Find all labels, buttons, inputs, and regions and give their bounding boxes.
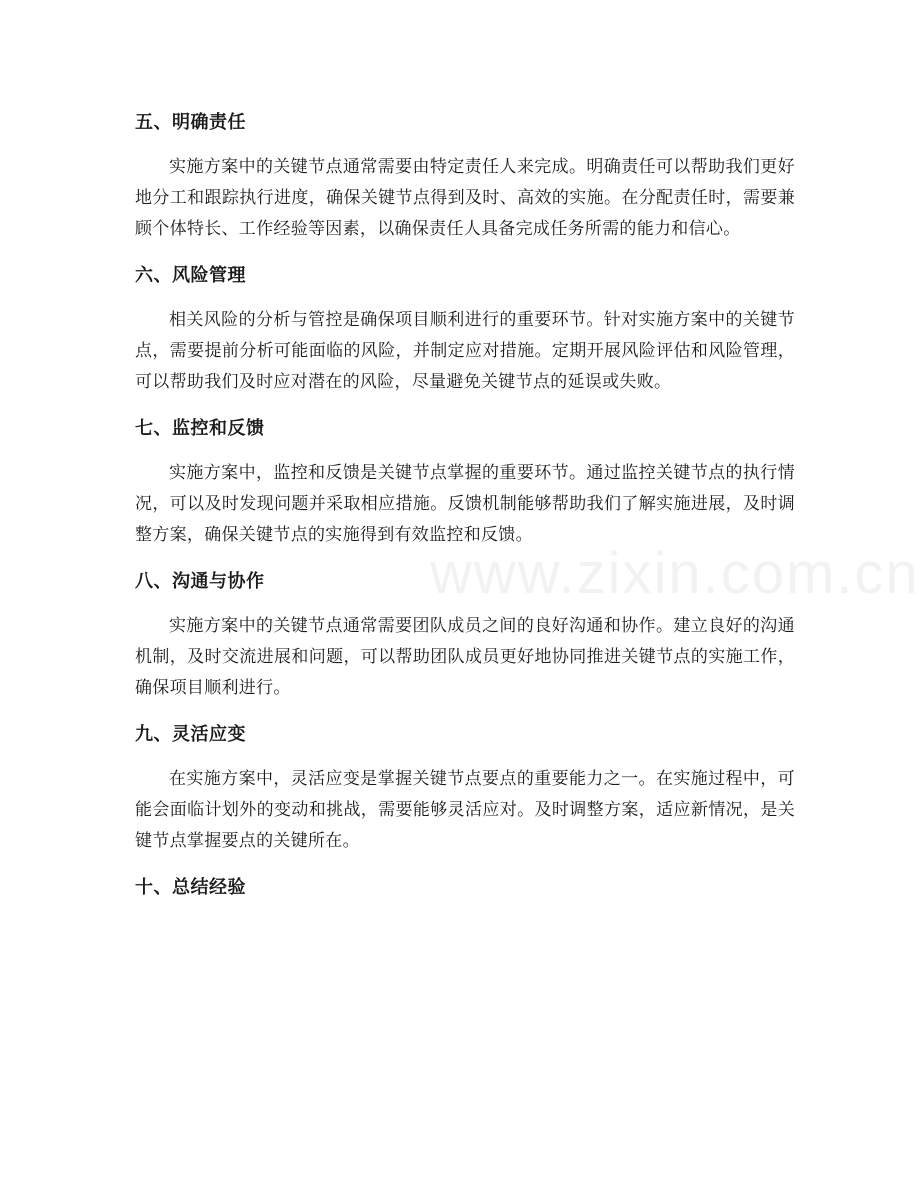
section-6: [135, 261, 795, 398]
section-paragraph: 在实施方案中，灵活应变是掌握关键节点要点的重要能力之一。在实施过程中，可能会面临计划外的变动和挑战，需要能够灵活应对。及时调整方案，适应新情况，是关键节点掌握要点的关键所在。: [135, 769, 795, 851]
section-10: [135, 873, 795, 903]
section-5: [135, 108, 795, 245]
section-7: [135, 414, 795, 551]
section-paragraph: 实施方案中的关键节点通常需要由特定责任人来完成。明确责任可以帮助我们更好地分工和跟踪执行进度，确保关键节点得到及时、高效的实施。在分配责任时，需要兼顾个体特长、工作经验等因素，以确保责任人具备完成任务所需的能力和信心。: [135, 157, 795, 239]
section-title: 六、风险管理: [135, 265, 246, 286]
section-title: 七、监控和反馈: [135, 418, 265, 439]
section-paragraph: 实施方案中，监控和反馈是关键节点掌握的重要环节。通过监控关键节点的执行情况，可以及时发现问题并采取相应措施。反馈机制能够帮助我们了解实施进展，及时调整方案，确保关键节点的实施得到有效监控和反馈。: [135, 463, 795, 545]
section-8: [135, 567, 795, 704]
section-paragraph: 实施方案中的关键节点通常需要团队成员之间的良好沟通和协作。建立良好的沟通机制，及时交流进展和问题，可以帮助团队成员更好地协同推进关键节点的实施工作，确保项目顺利进行。: [135, 616, 795, 698]
section-title: 八、沟通与协作: [135, 571, 265, 592]
watermark: www.zixin.com.cn: [430, 541, 920, 606]
section-title: 九、灵活应变: [135, 724, 246, 745]
document-content: [135, 108, 795, 917]
section-title: 十、总结经验: [135, 877, 246, 898]
section-9: [135, 720, 795, 857]
section-paragraph: 相关风险的分析与管控是确保项目顺利进行的重要环节。针对实施方案中的关键节点，需要提前分析可能面临的风险，并制定应对措施。定期开展风险评估和风险管理，可以帮助我们及时应对潜在的风险，尽量避免关键节点的延误或失败。: [135, 310, 795, 392]
section-title: 五、明确责任: [135, 112, 246, 133]
